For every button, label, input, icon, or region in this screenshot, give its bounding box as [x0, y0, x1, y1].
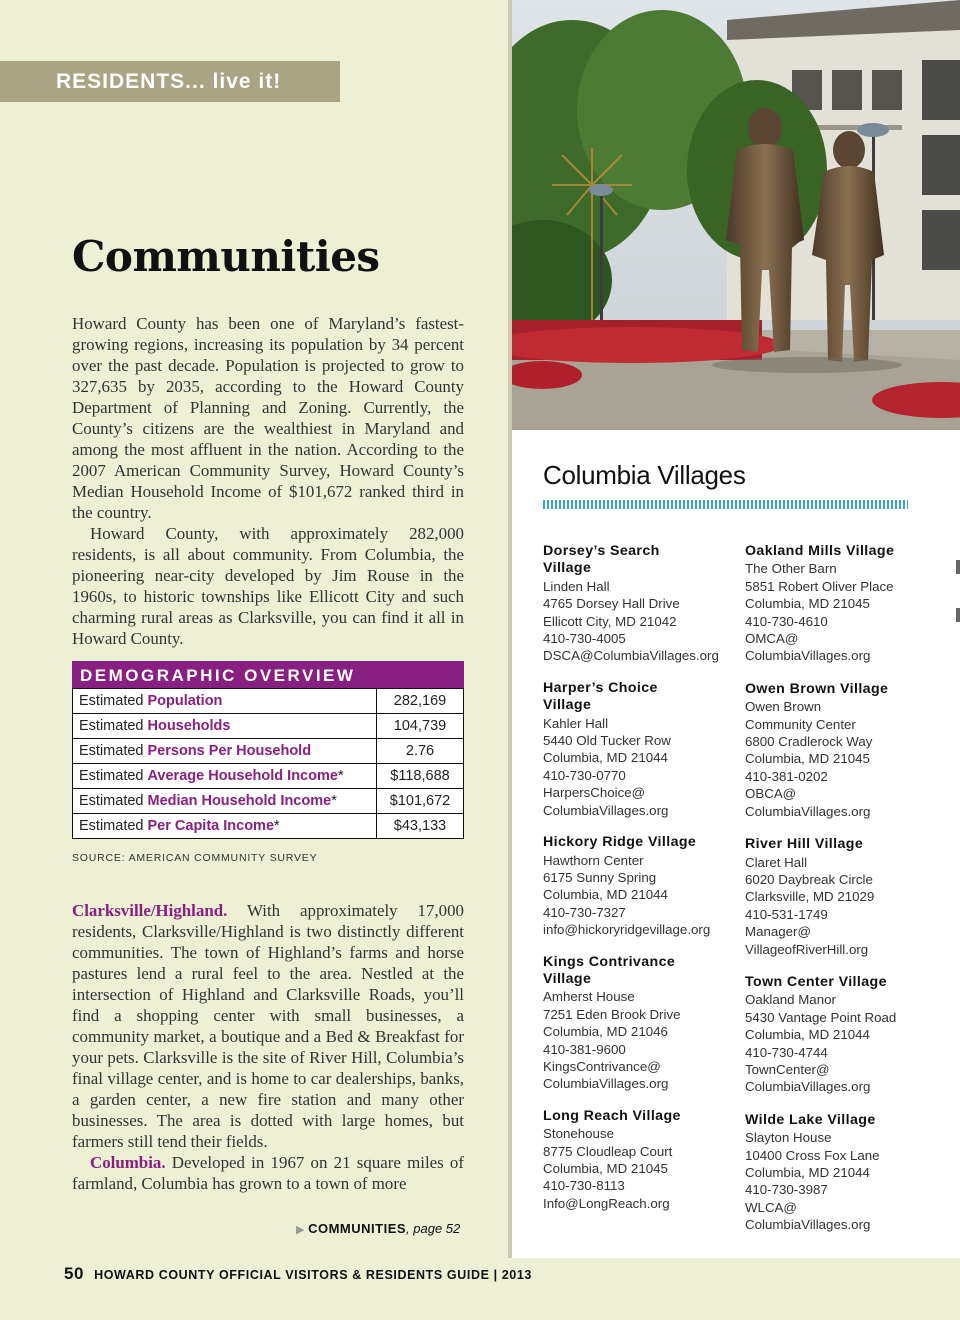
demographic-row: [73, 814, 464, 839]
village-entry: [543, 680, 733, 819]
village-entry: [745, 1112, 950, 1234]
village-detail: Amherst House: [543, 989, 635, 1005]
villages-column-2: [745, 543, 950, 1234]
demographic-value: $101,672: [377, 789, 464, 814]
village-detail: Columbia, MD 21045: [745, 596, 870, 612]
village-detail: ColumbiaVillages.org: [745, 803, 871, 819]
village-detail: ColumbiaVillages.org: [745, 1217, 871, 1233]
village-detail: 410-531-1749: [745, 906, 828, 922]
village-detail: ColumbiaVillages.org: [745, 1079, 871, 1095]
village-entry: [745, 974, 950, 1096]
triangle-right-icon: ▶: [296, 1224, 305, 1236]
continued-page: , page 52: [406, 1221, 461, 1236]
village-detail: Hawthorn Center: [543, 852, 644, 868]
village-detail: 5440 Old Tucker Row: [543, 733, 671, 749]
clarksville-text: With approximately 17,000 residents, Clarksville/Highland is two distinctly different communities. The town of Highland’s farms and horse pastures lend a rural feel to the area. Nestled at the intersection of Highland and Clarksville Roads, you’ll find a shopping center with small businesses, a community market, a boutique and a Bed & Breakfast for your pets. Clarksville is the site of River Hill, Columbia’s final village center, and is home to car dealerships, banks, a garden center, a new fire station and many other businesses. The area is dotted with large homes, but farmers still tend their fields.: [72, 901, 464, 1151]
village-detail: 410-730-8113: [543, 1178, 625, 1194]
village-name: Oakland Mills Village: [745, 543, 895, 559]
village-detail: 10400 Cross Fox Lane: [745, 1147, 880, 1163]
continued-label: COMMUNITIES: [308, 1221, 407, 1236]
village-name: Wilde Lake Village: [745, 1111, 876, 1128]
demographic-overview: [72, 661, 464, 839]
demographic-value: 2.76: [377, 739, 464, 764]
village-detail: Ellicott City, MD 21042: [543, 613, 677, 629]
label-suffix: *: [337, 768, 344, 784]
stripe-divider: [543, 500, 908, 509]
source-note: SOURCE: AMERICAN COMMUNITY SURVEY: [72, 852, 318, 864]
village-detail: WLCA@: [745, 1199, 797, 1215]
village-detail: 410-730-4005: [543, 631, 626, 647]
village-detail: info@hickoryridgevillage.org: [543, 922, 711, 938]
village-entry: [543, 543, 733, 665]
village-detail: Columbia, MD 21044: [543, 750, 668, 766]
village-detail: 6175 Sunny Spring: [543, 869, 657, 885]
label-prefix: Estimated: [79, 743, 148, 759]
demographic-label: [73, 739, 377, 764]
section-banner: [0, 61, 340, 102]
village-name: Kings Contrivance: [543, 953, 676, 970]
village-detail: ColumbiaVillages.org: [543, 802, 669, 818]
village-detail: Community Center: [745, 716, 856, 732]
village-detail: 410-730-0770: [543, 767, 626, 783]
village-detail: TownCenter@: [745, 1061, 830, 1077]
demographic-value: 282,169: [377, 689, 464, 714]
intro-paragraph: Howard County, with approximately 282,000 residents, is all about community. From Columbia, the pioneering near-city developed by Jim Rouse in the 1960s, to historic townships like Ellicott City and such charming rural areas as Clarksville, you can find it all in Howard County.: [72, 524, 464, 648]
village-detail: Columbia, MD 21045: [745, 751, 870, 767]
village-detail: Owen Brown: [745, 699, 822, 715]
village-detail: VillageofRiverHill.org: [745, 941, 869, 957]
village-detail: 410-730-7327: [543, 904, 626, 920]
communities-text: [72, 900, 464, 1194]
label-prefix: Estimated: [79, 718, 148, 734]
demographic-row: [73, 764, 464, 789]
village-name: Hickory Ridge Village: [543, 834, 697, 851]
village-name: Long Reach Village: [543, 1107, 681, 1124]
village-detail: 410-730-4744: [745, 1044, 828, 1060]
columbia-paragraph: [72, 1152, 464, 1194]
label-highlight: Population: [147, 693, 223, 709]
label-highlight: Median Household Income: [147, 793, 332, 809]
village-detail: OMCA@: [745, 631, 799, 647]
demographic-value: $118,688: [377, 764, 464, 789]
label-highlight: Households: [147, 718, 231, 734]
village-name: Owen Brown Village: [745, 680, 889, 697]
village-detail: 410-381-0202: [745, 768, 828, 784]
village-entry: [543, 834, 733, 938]
demographic-value: $43,133: [377, 814, 464, 839]
village-name: Dorsey’s Search: [543, 543, 660, 559]
demographic-row: [73, 789, 464, 814]
village-detail: 8775 Cloudleap Court: [543, 1143, 673, 1159]
banner-text: RESIDENTS... live it!: [56, 70, 282, 93]
label-prefix: Estimated: [79, 768, 148, 784]
village-detail: DSCA@ColumbiaVillages.org: [543, 648, 719, 664]
demographic-heading: DEMOGRAPHIC OVERVIEW: [72, 661, 464, 688]
page-number: 50: [64, 1264, 85, 1283]
village-entry: [543, 954, 733, 1093]
demographic-row: [73, 714, 464, 739]
columbia-text: Developed in 1967 on 21 square miles of farmland, Columbia has grown to a town of more: [72, 1153, 464, 1193]
label-suffix: *: [274, 818, 280, 834]
village-detail: Oakland Manor: [745, 992, 836, 1008]
demographic-row: [73, 689, 464, 714]
footer-text: HOWARD COUNTY OFFICIAL VISITORS & RESIDENTS GUIDE | 2013: [94, 1268, 532, 1282]
label-highlight: Average Household Income: [147, 768, 338, 784]
continued-reference[interactable]: [296, 1221, 460, 1236]
village-detail: Info@LongReach.org: [543, 1195, 670, 1211]
label-highlight: Per Capita Income: [147, 818, 275, 834]
village-entry: [745, 681, 950, 820]
village-detail: Stonehouse: [543, 1126, 614, 1142]
village-detail: Linden Hall: [543, 578, 610, 594]
label-prefix: Estimated: [79, 793, 148, 809]
village-entry: [543, 1108, 733, 1212]
village-detail: Columbia, MD 21044: [745, 1027, 870, 1043]
village-detail: 410-381-9600: [543, 1041, 626, 1057]
label-suffix: *: [331, 793, 337, 809]
village-detail: ColumbiaVillages.org: [745, 648, 871, 664]
demographic-row: [73, 739, 464, 764]
village-detail: 5851 Robert Oliver Place: [745, 578, 894, 594]
villages-column-1: [543, 543, 733, 1212]
village-detail: Manager@: [745, 924, 811, 940]
demographic-label: [73, 714, 377, 739]
demographic-label: [73, 814, 377, 839]
village-detail: KingsContrivance@: [543, 1058, 661, 1074]
demographic-value: 104,739: [377, 714, 464, 739]
village-name: Harper’s Choice: [543, 679, 658, 696]
village-detail: 7251 Eden Brook Drive: [543, 1006, 681, 1022]
village-detail: The Other Barn: [745, 561, 837, 577]
villages-title: Columbia Villages: [543, 460, 746, 490]
columbia-lead: Columbia.: [90, 1153, 166, 1172]
statues-photo: [512, 0, 960, 430]
village-detail: Clarksville, MD 21029: [745, 889, 875, 905]
village-detail: 5430 Vantage Point Road: [745, 1009, 897, 1025]
village-detail: 6800 Cradlerock Way: [745, 734, 873, 750]
statues-illustration: [512, 0, 960, 430]
page-edge-mark: [956, 608, 960, 622]
village-detail: Columbia, MD 21044: [543, 887, 668, 903]
village-detail: ColumbiaVillages.org: [543, 1076, 669, 1092]
village-name: Village: [543, 560, 592, 577]
village-detail: Slayton House: [745, 1130, 832, 1146]
village-entry: [745, 836, 950, 958]
village-detail: Columbia, MD 21045: [543, 1161, 668, 1176]
demographic-label: [73, 764, 377, 789]
page-edge-mark: [956, 560, 960, 574]
village-detail: Claret Hall: [745, 854, 808, 870]
intro-paragraph: Howard County has been one of Maryland’s fastest-growing regions, increasing its population by 34 percent over the past decade. Population is projected to grow to 327,635 by 2035, according to the Howard County Department of Planning and Zoning. Currently, the County’s citizens are the wealthiest in Maryland and among the most affluent in the nation. According to the 2007 American Community Survey, Howard County’s Median Household Income of $101,672 ranked third in the country.: [72, 314, 464, 522]
page-footer: [64, 1264, 532, 1284]
demographic-label: [73, 789, 377, 814]
village-detail: 4765 Dorsey Hall Drive: [543, 596, 680, 612]
village-name: Village: [543, 697, 592, 714]
village-detail: HarpersChoice@: [543, 785, 646, 801]
village-detail: OBCA@: [745, 786, 797, 802]
label-prefix: Estimated: [79, 693, 148, 709]
label-highlight: Persons Per Household: [147, 743, 312, 759]
village-detail: Columbia, MD 21044: [745, 1165, 870, 1180]
demographic-table: [72, 688, 464, 839]
village-name: Town Center Village: [745, 973, 887, 990]
village-detail: 410-730-4610: [745, 613, 828, 629]
village-name: River Hill Village: [745, 836, 864, 853]
page-title: Communities: [72, 232, 380, 281]
clarksville-lead: Clarksville/Highland.: [72, 901, 228, 920]
demographic-label: [73, 689, 377, 714]
intro-text: [72, 313, 464, 649]
columbia-villages-panel: [512, 430, 960, 1258]
label-prefix: Estimated: [79, 818, 148, 834]
village-detail: Columbia, MD 21046: [543, 1024, 668, 1040]
village-detail: Kahler Hall: [543, 715, 609, 731]
village-name: Village: [543, 970, 592, 987]
clarksville-paragraph: [72, 900, 464, 1152]
village-entry: [745, 543, 950, 665]
village-detail: 6020 Daybreak Circle: [745, 871, 873, 887]
village-detail: 410-730-3987: [745, 1182, 828, 1198]
